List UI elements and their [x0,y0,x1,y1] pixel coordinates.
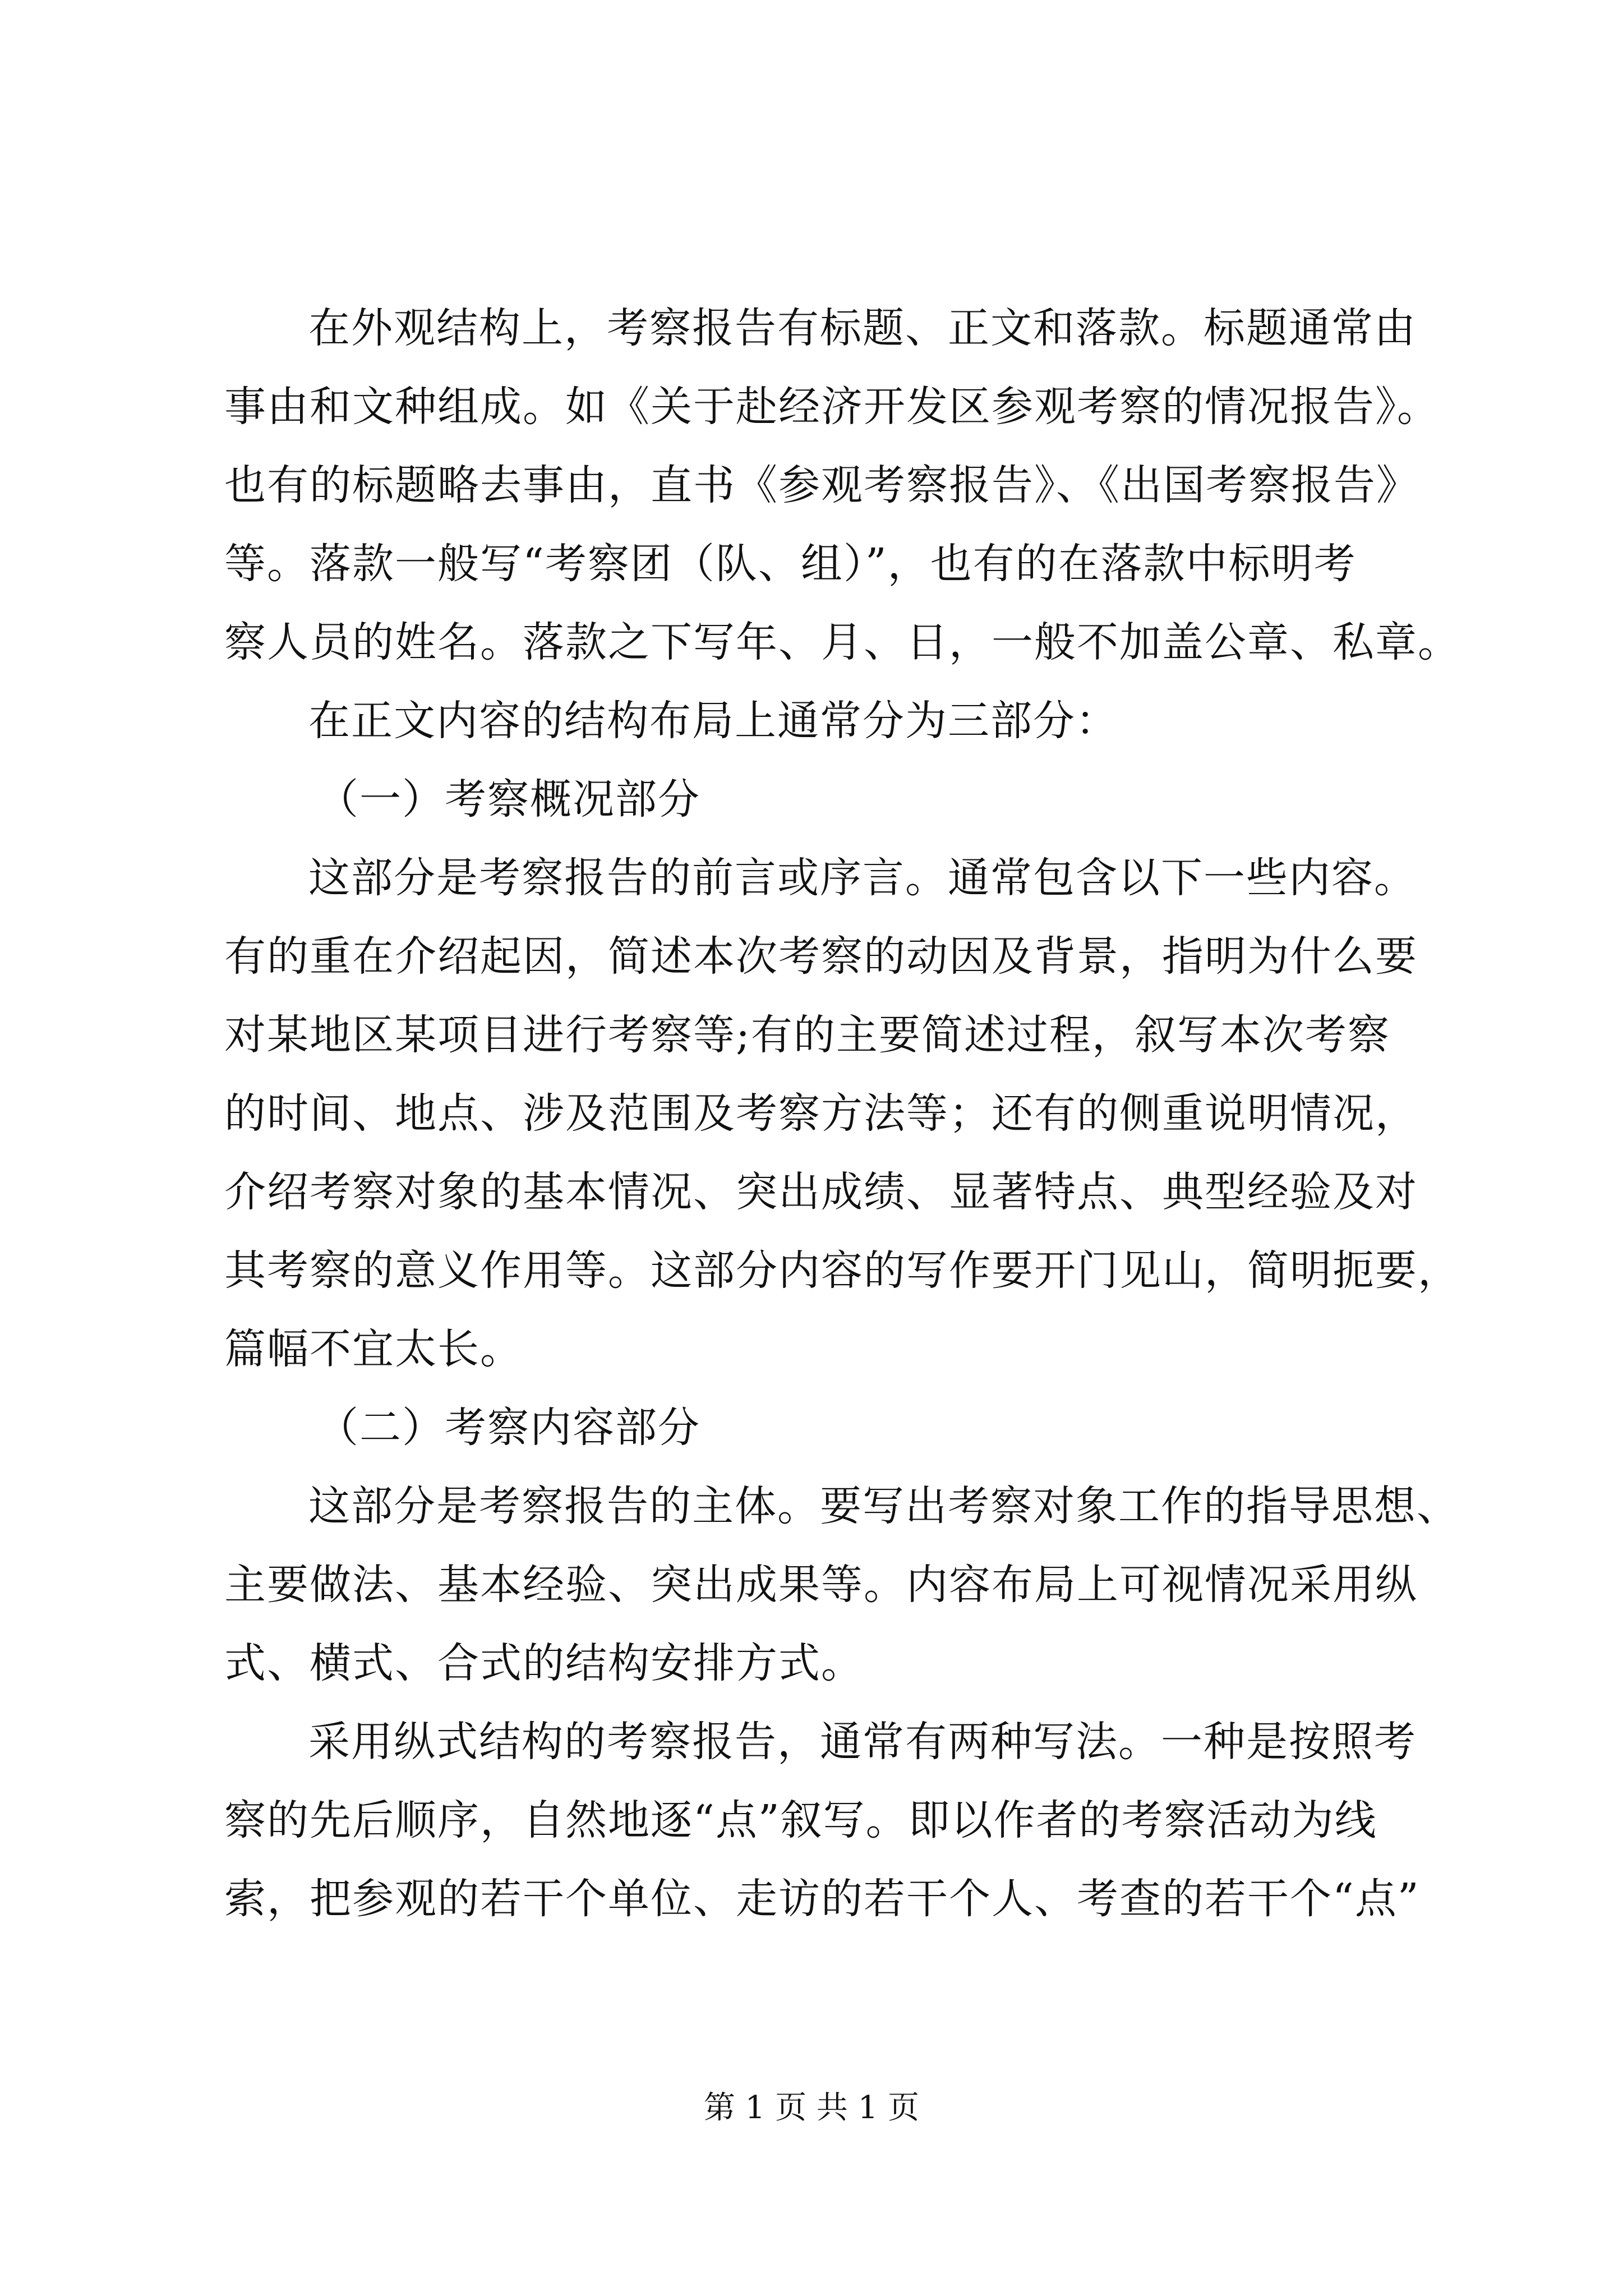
text-line: 篇幅不宜太长。 [224,1325,523,1373]
text-line: 对某地区某项目进行考察等;有的主要简述过程，叙写本次考察 [224,1011,1390,1059]
text-line: 这部分是考察报告的前言或序言。通常包含以下一些内容。 [308,854,1417,902]
text-line: 察人员的姓名。落款之下写年、月、日，一般不加盖公章、私章。 [224,618,1460,666]
text-line: 主要做法、基本经验、突出成果等。内容布局上可视情况采用纵 [224,1561,1418,1609]
section-heading: （一）考察概况部分 [317,775,700,823]
text-line: 有的重在介绍起因，简述本次考察的动因及背景，指明为什么要 [224,932,1418,981]
text-line: 事由和文种组成。如《关于赴经济开发区参观考察的情况报告》。 [224,383,1440,431]
text-line: 在外观结构上，考察报告有标题、正文和落款。标题通常由 [308,304,1417,352]
text-line: 察的先后顺序，自然地逐“点”叙写。即以作者的考察活动为线 [224,1796,1377,1844]
text-line: 其考察的意义作用等。这部分内容的写作要开门见山，简明扼要， [224,1246,1460,1295]
text-line: 在正文内容的结构布局上通常分为三部分： [308,697,1118,745]
section-heading: （二）考察内容部分 [317,1404,700,1452]
text-line: 的时间、地点、涉及范围及考察方法等；还有的侧重说明情况， [224,1089,1418,1138]
text-line: 采用纵式结构的考察报告，通常有两种写法。一种是按照考 [308,1718,1417,1766]
text-line: 介绍考察对象的基本情况、突出成绩、显著特点、典型经验及对 [224,1168,1418,1216]
text-line: 式、横式、合式的结构安排方式。 [224,1639,864,1687]
text-line: 索，把参观的若干个单位、走访的若干个人、考查的若干个“点” [224,1875,1420,1923]
text-line: 等。落款一般写“考察团（队、组）”，也有的在落款中标明考 [224,540,1357,588]
page-number-footer: 第 1 页 共 1 页 [703,2090,920,2126]
text-line: 这部分是考察报告的主体。要写出考察对象工作的指导思想、 [308,1482,1459,1530]
document-body [224,289,1460,1938]
text-line: 也有的标题略去事由，直书《参观考察报告》、《出国考察报告》 [224,461,1419,509]
